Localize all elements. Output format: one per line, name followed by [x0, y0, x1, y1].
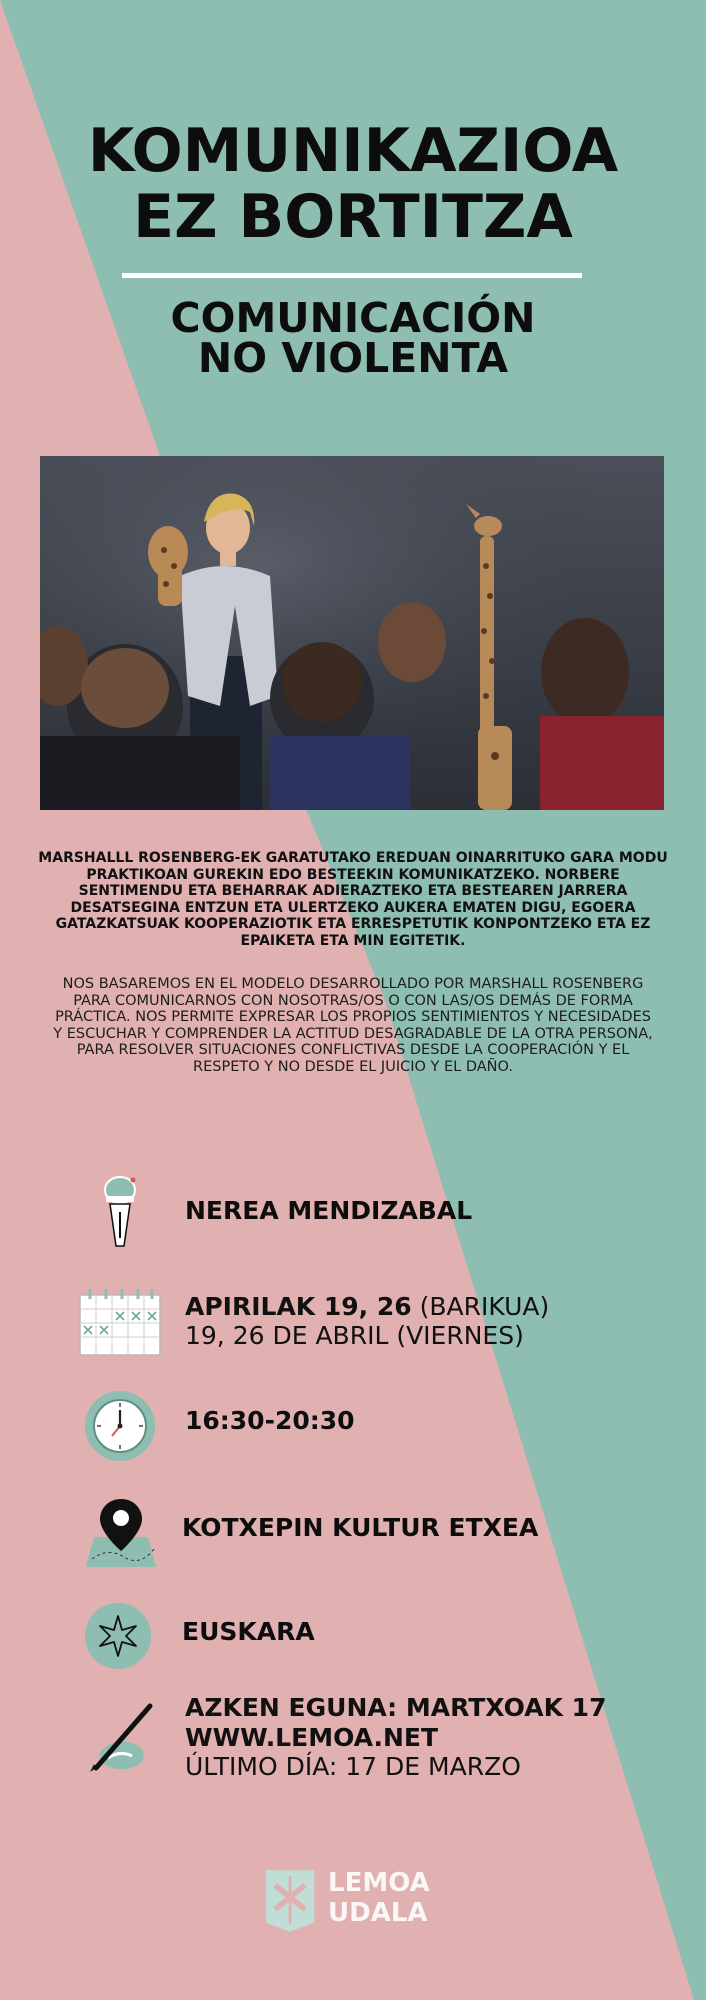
- deadline-block: [185, 1693, 606, 1781]
- pen-icon: [86, 1702, 158, 1774]
- language: EUSKARA: [182, 1617, 315, 1646]
- subtitle-line1: COMUNICACIÓN: [170, 294, 536, 342]
- date-spanish: 19, 26 DE ABRIL (VIERNES): [185, 1321, 524, 1350]
- speaker-name: NEREA MENDIZABAL: [185, 1196, 473, 1225]
- main-title: [0, 118, 706, 250]
- logo-line2: UDALA: [328, 1898, 428, 1928]
- logo-line1: LEMOA: [328, 1868, 430, 1898]
- description-spanish: NOS BASAREMOS EN EL MODELO DESARROLLADO POR MARSHALL ROSENBERG PARA COMUNICARNOS CON NOSOTRAS/OS O CON LAS/OS DEMÁS DE FORMA PRÁCTICA. NOS PERMITE EXPRESAR LOS PROPIOS SENTIMIENTOS Y NECESIDADES Y ESCUCHAR Y COMPRENDER LA ACTITUD DESAGRADABLE DE LA OTRA PERSONA, PARA RESOLVER SITUACIONES CONFLICTIVAS DESDE LA COOPERACIÓN Y EL RESPETO Y NO DESDE EL JUICIO Y EL DAÑO.: [53, 976, 653, 1075]
- lemoa-udala-logo: [262, 1862, 448, 1938]
- logo-text: [328, 1868, 430, 1928]
- date-basque-day: (BARIKUA): [411, 1292, 550, 1321]
- asterisk-icon: [84, 1602, 152, 1670]
- title-divider: [122, 273, 582, 278]
- map-pin-icon: [84, 1497, 158, 1569]
- deadline-basque: AZKEN EGUNA: MARTXOAK 17: [185, 1693, 607, 1722]
- description-basque: MARSHALLL ROSENBERG-EK GARATUTAKO EREDUAN OINARRITUKO GARA MODU PRAKTIKOAN GUREKIN EDO BESTEEKIN KOMUNIKATZEKO. NORBERE SENTIMENDU ETA BEHARRAK ADIERAZTEKO ETA BESTEAREN JARRERA DESATSEGINA ENTZUN ETA ULERTZEKO AUKERA EMATEN DIGU, EGOERA GATAZKATSUAK KOOPERAZIOTIK ETA ERRESPETUTIK KONPONTZEKO ETA EZ EPAIKETA ETA MIN EGITETIK.: [38, 850, 668, 949]
- venue-name: KOTXEPIN KULTUR ETXEA: [182, 1513, 539, 1542]
- main-title-line2: EZ BORTITZA: [133, 182, 573, 252]
- microphone-icon: [100, 1176, 140, 1250]
- lemoa-shield-icon: [262, 1866, 318, 1936]
- clock-icon: [84, 1390, 156, 1462]
- website-link[interactable]: WWW.LEMOA.NET: [185, 1723, 439, 1752]
- time-range: 16:30-20:30: [185, 1406, 355, 1435]
- date-basque: APIRILAK 19, 26: [185, 1292, 412, 1321]
- subtitle-line2: NO VIOLENTA: [197, 334, 509, 382]
- subtitle: [0, 294, 706, 382]
- date-block: [185, 1292, 549, 1350]
- main-title-line1: KOMUNIKAZIOA: [87, 116, 619, 186]
- workshop-photo: [40, 456, 664, 810]
- deadline-spanish: ÚLTIMO DÍA: 17 DE MARZO: [185, 1752, 521, 1781]
- calendar-icon: [78, 1287, 162, 1357]
